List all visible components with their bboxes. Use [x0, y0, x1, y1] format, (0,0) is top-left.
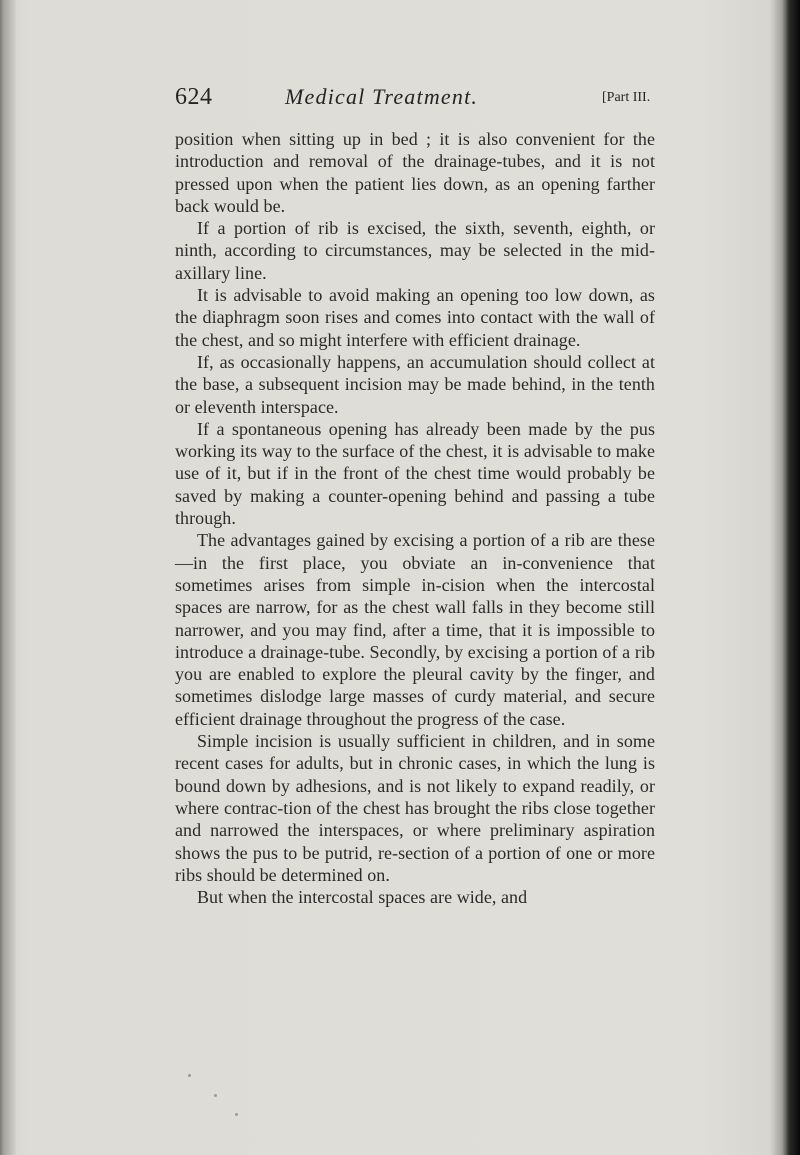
- page-edge-shadow: [782, 0, 800, 1155]
- paragraph-4: If, as occasionally happens, an accumulation should collect at the base, a subsequent incision may be made behind, in the tenth or eleventh interspace.: [175, 351, 655, 417]
- paragraph-3: It is advisable to avoid making an opening too low down, as the diaphragm soon rises and comes into contact with the wall of the chest, and so might interfere with efficient drainage.: [175, 285, 655, 350]
- paragraph-7: Simple incision is usually sufficient in children, and in some recent cases for adults, but in chronic cases, in which the lung is bound down by adhesions, and is not likely to expand readily, or where contrac-tion of the chest has brought the ribs close together and narrowed the interspaces, or where preliminary aspiration shows the pus to be putrid, re-section of a portion of one or more ribs should be determined on.: [175, 731, 655, 885]
- paragraph-2: If a portion of rib is excised, the sixth, seventh, eighth, or ninth, according to circumstances, may be selected in the mid-axillary line.: [175, 218, 655, 283]
- running-title: Medical Treatment.: [285, 84, 479, 109]
- page-number: 624: [175, 84, 213, 110]
- paragraph-5: If a spontaneous opening has already been made by the pus working its way to the surface of the chest, it is advisable to make use of it, but if in the front of the chest time would probably be saved by making a counter-opening behind and passing a tube through.: [175, 418, 655, 529]
- page-header: [175, 84, 655, 116]
- paragraph-8: But when the intercostal spaces are wide, and: [197, 887, 528, 908]
- print-speck: [188, 1074, 191, 1077]
- page-gutter-shadow: [0, 0, 16, 1155]
- print-speck: [214, 1094, 217, 1097]
- print-speck: [235, 1113, 238, 1116]
- paragraph-6: The advantages gained by excising a portion of a rib are these—in the first place, you obviate an in-convenience that sometimes arises from simple in-cision when the intercostal spaces are narrow, for as the chest wall falls in they become still narrower, and you may find, after a time, that it is impossible to introduce a drainage-tube. Secondly, by excising a portion of a rib you are enabled to explore the pleural cavity by the finger, and sometimes dislodge large masses of curdy material, and secure efficient drainage throughout the progress of the case.: [175, 530, 655, 729]
- part-label: [Part III.: [602, 90, 651, 105]
- paragraph-1: position when sitting up in bed ; it is also convenient for the introduction and removal of the drainage-tubes, and it is not pressed upon when the patient lies down, as an opening farther back would be.: [175, 129, 655, 216]
- page-body-text: [175, 128, 655, 908]
